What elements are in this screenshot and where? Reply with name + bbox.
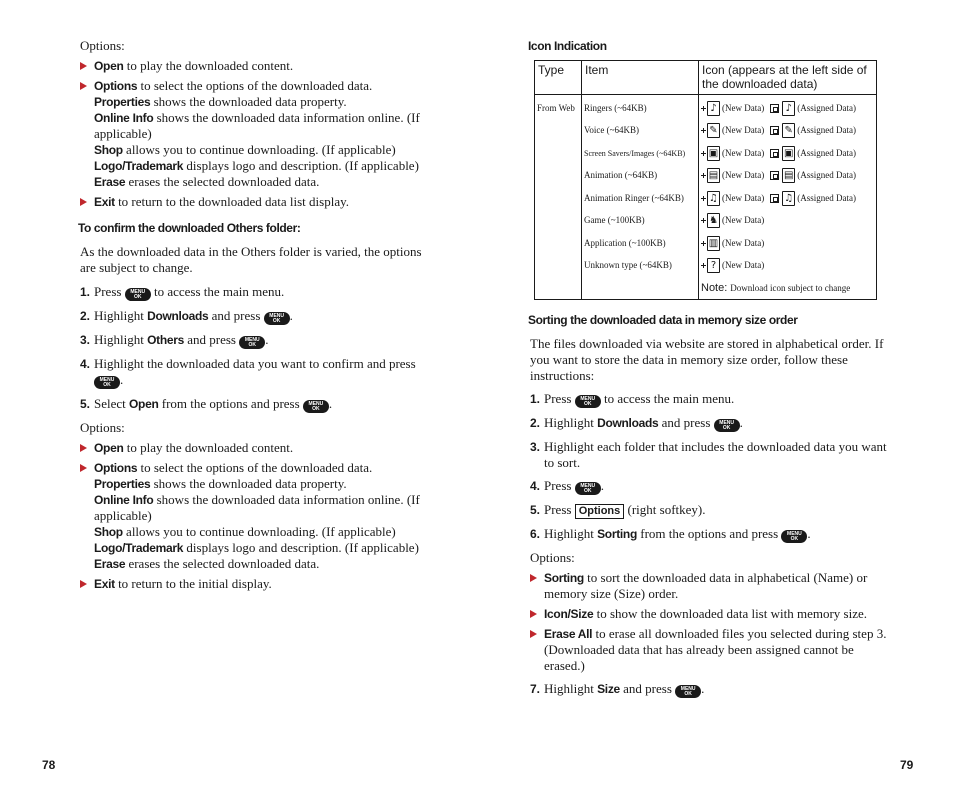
option-erase-all: Erase All to erase all downloaded files you selected during step 3. (Downloaded data that has already been assigned cannot be erased.) <box>530 626 890 674</box>
icon-column <box>699 95 877 300</box>
icon-indication-heading: Icon Indication <box>528 39 607 53</box>
step-1: 1. Press MENU OK to access the main menu. <box>80 284 285 300</box>
item-name: Screen Savers/Images (~64KB) <box>584 148 686 158</box>
icon-row <box>701 255 874 278</box>
item-name: Application (~100KB) <box>584 237 666 248</box>
assigned-marker-icon <box>770 149 779 158</box>
menu-key-icon: MENU OK <box>303 400 329 413</box>
icon-row <box>701 210 874 233</box>
header-icon: Icon (appears at the left side of the downloaded data) <box>699 61 877 95</box>
assigned-data-label: (Assigned Data) <box>797 102 856 113</box>
option-sorting: Sorting to sort the downloaded data in alphabetical (Name) or memory size (Size) order. <box>530 570 890 602</box>
arrow-bullet-icon <box>80 444 87 452</box>
assigned-data-label: (Assigned Data) <box>797 125 856 136</box>
step-4: 4. Highlight the downloaded data you want to confirm and press MENU OK . <box>80 356 416 388</box>
item-name: Animation (~64KB) <box>584 170 658 181</box>
icon-row <box>701 165 874 188</box>
menu-key-icon: MENU OK <box>94 376 120 389</box>
step-5: 5. Press Options (right softkey). <box>530 502 706 517</box>
arrow-bullet-icon <box>530 610 537 618</box>
content-type-icon: ▥ <box>708 237 719 249</box>
content-type-icon: ♫ <box>707 191 720 206</box>
option-icon-size: Icon/Size to show the downloaded data list with memory size. <box>530 606 890 622</box>
table-body-row <box>535 95 877 300</box>
item-name: Animation Ringer (~64KB) <box>584 192 684 203</box>
download-arrow-icon <box>701 106 706 111</box>
step-5: 5. Select Open from the options and press MENU OK . <box>80 396 333 412</box>
left-page <box>80 38 440 592</box>
options-softkey: Options <box>575 504 625 519</box>
content-type-icon: ▣ <box>784 147 794 159</box>
item-name: Game (~100KB) <box>584 215 645 226</box>
step-2: 2. Highlight Downloads and press MENU OK . <box>530 415 743 431</box>
arrow-bullet-icon <box>530 574 537 582</box>
download-arrow-icon <box>701 218 706 223</box>
note-text: Download icon subject to change <box>730 282 851 293</box>
menu-key-icon: MENU OK <box>125 288 151 301</box>
intro-text: As the downloaded data in the Others folder is varied, the options are subject to change. <box>80 244 422 275</box>
new-data-label: (New Data) <box>722 102 765 113</box>
download-arrow-icon <box>701 241 706 246</box>
step-3: 3. Highlight Others and press MENU OK . <box>80 332 269 348</box>
menu-key-icon: MENU OK <box>714 419 740 432</box>
menu-key-icon: MENU OK <box>575 395 601 408</box>
download-arrow-icon <box>701 173 706 178</box>
new-data-label: (New Data) <box>722 125 765 136</box>
assigned-marker-icon <box>770 104 779 113</box>
menu-key-icon: MENU OK <box>781 530 807 543</box>
assigned-data-label: (Assigned Data) <box>797 147 856 158</box>
content-type-icon: ♪ <box>782 101 795 116</box>
option-open: Open to play the downloaded content. <box>80 58 440 74</box>
item-name: Unknown type (~64KB) <box>584 260 672 271</box>
assigned-marker-icon <box>770 126 779 135</box>
step-4: 4. Press MENU OK . <box>530 478 604 494</box>
step-1: 1. Press MENU OK to access the main menu. <box>530 391 735 407</box>
option-exit: Exit to return to the downloaded data list display. <box>80 194 440 210</box>
download-arrow-icon <box>701 263 706 268</box>
content-type-icon: ♪ <box>707 101 720 116</box>
note-label: Note: <box>701 281 728 294</box>
arrow-bullet-icon <box>530 630 537 638</box>
download-arrow-icon <box>701 151 706 156</box>
page-number-left: 78 <box>42 758 56 772</box>
page-number-right: 79 <box>900 758 914 772</box>
item-name: Ringers (~64KB) <box>584 102 647 113</box>
assigned-data-label: (Assigned Data) <box>797 192 856 203</box>
table-header-row <box>535 61 877 95</box>
new-data-label: (New Data) <box>722 147 765 158</box>
content-type-icon: ✎ <box>707 123 720 138</box>
type-value: From Web <box>537 102 575 113</box>
content-type-icon: ♫ <box>782 191 795 206</box>
step-7: 7. Highlight Size and press MENU OK . <box>530 681 705 697</box>
menu-key-icon: MENU OK <box>264 312 290 325</box>
step-2: 2. Highlight Downloads and press MENU OK . <box>80 308 293 324</box>
arrow-bullet-icon <box>80 198 87 206</box>
options-label: Options: <box>530 550 575 565</box>
option-exit: Exit to return to the initial display. <box>80 576 440 592</box>
icon-row <box>701 187 874 210</box>
new-data-label: (New Data) <box>722 260 765 271</box>
right-page <box>530 312 890 698</box>
option-open: Open to play the downloaded content. <box>80 440 440 456</box>
arrow-bullet-icon <box>80 580 87 588</box>
step-3: 3. Highlight each folder that includes the downloaded data you want to sort. <box>530 439 887 470</box>
new-data-label: (New Data) <box>722 192 765 203</box>
new-data-label: (New Data) <box>722 215 765 226</box>
table-note <box>701 277 874 299</box>
options-label: Options: <box>80 38 125 53</box>
intro-text: The files downloaded via website are stored in alphabetical order. If you want to store the data in memory size order, follow these instructions: <box>530 336 884 383</box>
item-column <box>582 95 699 300</box>
icon-row <box>701 120 874 143</box>
icon-row <box>701 232 874 255</box>
content-type-icon: ▤ <box>784 170 794 182</box>
new-data-label: (New Data) <box>722 170 765 181</box>
header-type: Type <box>535 61 582 95</box>
content-type-icon: ▣ <box>708 147 719 159</box>
content-type-icon: ? <box>707 258 720 273</box>
arrow-bullet-icon <box>80 464 87 472</box>
assigned-marker-icon <box>770 194 779 203</box>
item-name: Voice (~64KB) <box>584 125 639 136</box>
menu-key-icon: MENU OK <box>675 685 701 698</box>
option-options: Options to select the options of the downloaded data. Properties shows the downloaded data property. Online Info shows the downloaded data information online. (If applicable) Shop allows you to continue downloading. (If applicable) Logo/Trademark displays logo and description. (If applicable) Erase erases the selected downloaded data. <box>80 78 440 190</box>
content-type-icon: ♞ <box>707 213 720 228</box>
sorting-heading: Sorting the downloaded data in memory size order <box>528 313 798 327</box>
type-cell <box>535 95 582 300</box>
assigned-data-label: (Assigned Data) <box>797 170 856 181</box>
icon-table <box>534 60 877 300</box>
arrow-bullet-icon <box>80 82 87 90</box>
arrow-bullet-icon <box>80 62 87 70</box>
content-type-icon: ✎ <box>782 123 795 138</box>
header-item: Item <box>582 61 699 95</box>
icon-row <box>701 142 874 165</box>
option-options: Options to select the options of the downloaded data. Properties shows the downloaded data property. Online Info shows the downloaded data information online. (If applicable) Shop allows you to continue downloading. (If applicable) Logo/Trademark displays logo and description. (If applicable) Erase erases the selected downloaded data. <box>80 460 440 572</box>
options-label: Options: <box>80 420 125 435</box>
download-arrow-icon <box>701 196 706 201</box>
icon-row <box>701 97 874 120</box>
section-heading: To confirm the downloaded Others folder: <box>78 221 301 235</box>
new-data-label: (New Data) <box>722 237 765 248</box>
content-type-icon: ▤ <box>708 170 719 182</box>
assigned-marker-icon <box>770 171 779 180</box>
menu-key-icon: MENU OK <box>239 336 265 349</box>
menu-key-icon: MENU OK <box>575 482 601 495</box>
download-arrow-icon <box>701 128 706 133</box>
step-6: 6. Highlight Sorting from the options and press MENU OK . <box>530 526 811 542</box>
